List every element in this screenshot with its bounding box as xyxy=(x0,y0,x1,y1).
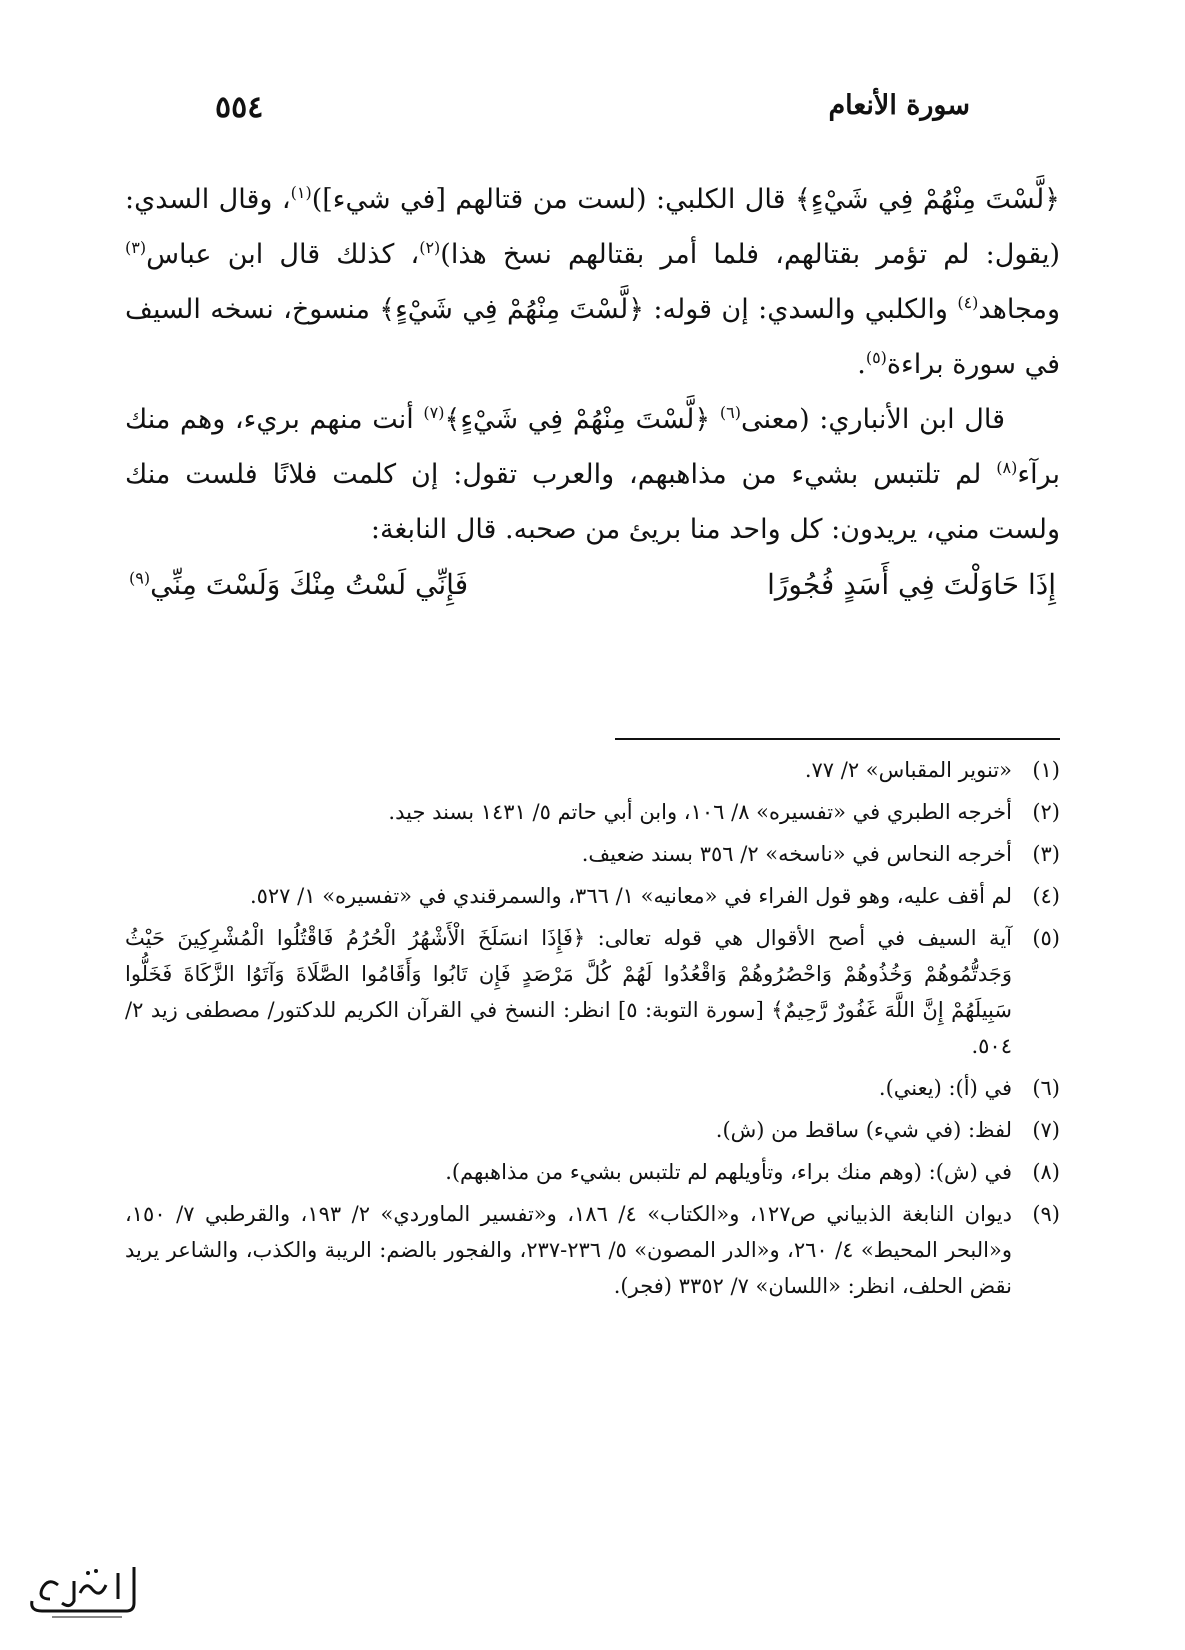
paragraph-1-text-3: ، كذلك قال ابن عباس xyxy=(146,239,420,270)
paragraph-1-text-6: . xyxy=(857,349,866,380)
footnote-8 xyxy=(125,1154,1060,1190)
main-text xyxy=(125,172,1060,613)
footnote-6 xyxy=(125,1070,1060,1106)
paragraph-2 xyxy=(125,392,1060,557)
footnote-text: لفظ: (في شيء) ساقط من (ش). xyxy=(715,1118,1012,1142)
sura-title: سورة الأنعام xyxy=(828,90,970,121)
footnote-number: (٣) xyxy=(1032,842,1060,866)
footnote-4 xyxy=(125,878,1060,914)
watermark-logo xyxy=(22,1555,142,1625)
footnote-number: (٨) xyxy=(1032,1160,1060,1184)
footnote-ref-2: (٢) xyxy=(419,238,441,257)
verse-first-hemistich: إِذَا حَاوَلْتَ فِي أَسَدٍ فُجُورًا xyxy=(767,568,1056,601)
paragraph-2-text-4: لم تلتبس بشيء من مذاهبهم، والعرب تقول: إن كلمت فلانًا فلست منك ولست مني، يريدون: كل واحد منا بريئ من صحبه. قال النابغة: xyxy=(125,459,1060,545)
footnote-ref-4: (٤) xyxy=(957,293,979,312)
footnote-text: «تنوير المقباس» ٢/ ٧٧. xyxy=(804,758,1012,782)
footnote-2 xyxy=(125,794,1060,830)
footnote-number: (٩) xyxy=(1032,1202,1060,1226)
page-number: ٥٥٤ xyxy=(215,90,264,125)
calligraphy-logo-icon xyxy=(22,1555,142,1625)
footnote-text: ديوان النابغة الذبياني ص١٢٧، و«الكتاب» ٤/ ١٨٦، و«تفسير الماوردي» ٢/ ١٩٣، والقرطبي ٧/ ١٥٠، و«البحر المحيط» ٤/ ٢٦٠، و«الدر المصون» ٥/ ٢٣٦-٢٣٧، والفجور بالضم: الريبة والكذب، والشاعر يريد نقض الحلف، انظر: «اللسان» ٧/ ٣٣٥٢ (فجر). xyxy=(125,1202,1012,1298)
verse-second-hemistich xyxy=(129,557,468,613)
paragraph-2-text-2: ﴿لَّسْتَ مِنْهُمْ فِي شَيْءٍ﴾ xyxy=(444,404,720,435)
footnote-ref-9: (٩) xyxy=(129,568,151,588)
footnote-9 xyxy=(125,1196,1060,1304)
footnote-text: أخرجه النحاس في «ناسخه» ٢/ ٣٥٦ بسند ضعيف. xyxy=(581,842,1012,866)
footnote-1 xyxy=(125,752,1060,788)
footnote-number: (٧) xyxy=(1032,1118,1060,1142)
footnote-text: لم أقف عليه، وهو قول الفراء في «معانيه» ١/ ٣٦٦، والسمرقندي في «تفسيره» ١/ ٥٢٧. xyxy=(249,884,1012,908)
paragraph-1-text-1: ﴿لَّسْتَ مِنْهُمْ فِي شَيْءٍ﴾ قال الكلبي: (لست من قتالهم [في شيء]) xyxy=(311,184,1060,215)
footnote-ref-5: (٥) xyxy=(865,348,887,367)
poetry-verse xyxy=(125,557,1060,613)
footnote-text: في (ش): (وهم منك براء، وتأويلهم لم تلتبس بشيء من مذاهبهم). xyxy=(445,1160,1012,1184)
footnote-number: (٤) xyxy=(1032,884,1060,908)
footnote-ref-3: (٣) xyxy=(125,238,147,257)
footnote-number: (٢) xyxy=(1032,800,1060,824)
footnote-3 xyxy=(125,836,1060,872)
footnote-ref-6: (٦) xyxy=(719,403,741,422)
page-header xyxy=(215,90,970,130)
footnote-ref-8: (٨) xyxy=(996,458,1018,477)
paragraph-1-text-2: ، وقال السدي: (يقول: لم تؤمر بقتالهم، فلما أمر بقتالهم نسخ هذا) xyxy=(125,184,1060,270)
footnote-text: أخرجه الطبري في «تفسيره» ٨/ ١٠٦، وابن أبي حاتم ٥/ ١٤٣١ بسند جيد. xyxy=(388,800,1012,824)
paragraph-1-text-5: والكلبي والسدي: إن قوله: ﴿لَّسْتَ مِنْهُمْ فِي شَيْءٍ﴾ منسوخ، نسخه السيف في سورة براءة xyxy=(125,294,1060,380)
footnote-7 xyxy=(125,1112,1060,1148)
paragraph-1-text-4: ومجاهد xyxy=(978,294,1060,325)
footnote-text: في (أ): (يعني). xyxy=(878,1076,1012,1100)
footnote-ref-7: (٧) xyxy=(423,403,445,422)
paragraph-1 xyxy=(125,172,1060,392)
verse-second-hemistich-text: فَإِنِّي لَسْتُ مِنْكَ وَلَسْتَ مِنِّي xyxy=(150,568,469,601)
footnote-number: (٦) xyxy=(1032,1076,1060,1100)
footnotes xyxy=(125,752,1060,1310)
footnote-number: (٥) xyxy=(1032,926,1060,950)
paragraph-2-text-1: قال ابن الأنباري: (معنى xyxy=(740,404,1005,435)
footnote-separator xyxy=(615,738,1060,740)
paragraph-2-text-3: أنت منهم بريء، وهم منك برآء xyxy=(125,404,1060,490)
footnote-5 xyxy=(125,920,1060,1064)
footnote-text: آية السيف في أصح الأقوال هي قوله تعالى: ﴿فَإِذَا انسَلَخَ الْأَشْهُرُ الْحُرُمُ فَاقْتُلُوا الْمُشْرِكِينَ حَيْثُ وَجَدتُّمُوهُمْ وَخُذُوهُمْ وَاحْصُرُوهُمْ وَاقْعُدُوا لَهُمْ كُلَّ مَرْصَدٍ فَإِن تَابُوا وَأَقَامُوا الصَّلَاةَ وَآتَوُا الزَّكَاةَ فَخَلُّوا سَبِيلَهُمْ إِنَّ اللَّهَ غَفُورٌ رَّحِيمٌ﴾ [سورة التوبة: ٥] انظر: النسخ في القرآن الكريم للدكتور/ مصطفى زيد ٢/ ٥٠٤. xyxy=(125,926,1012,1058)
footnote-ref-1: (١) xyxy=(290,183,312,202)
footnote-number: (١) xyxy=(1032,758,1060,782)
